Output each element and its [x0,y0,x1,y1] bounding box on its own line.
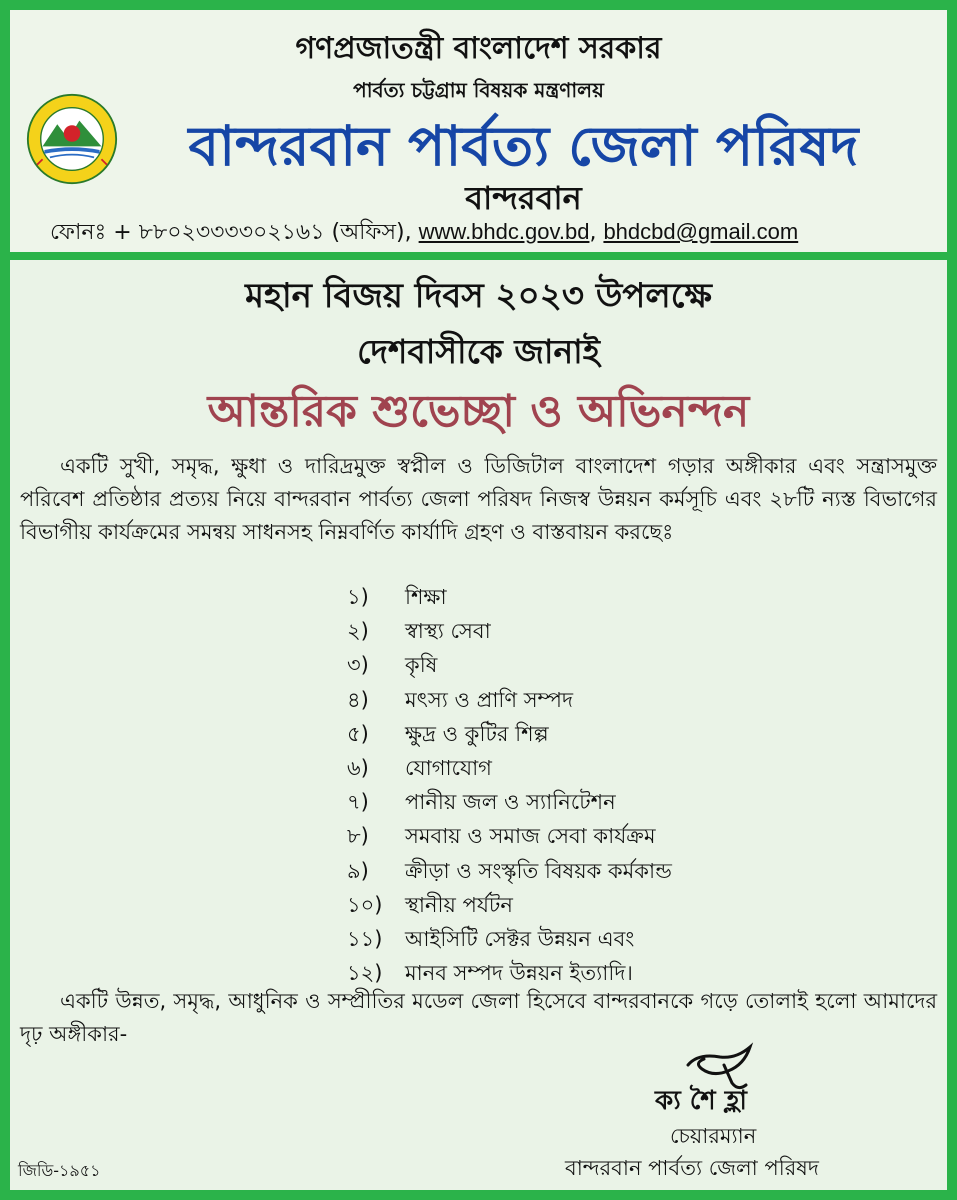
list-item [347,785,672,819]
list-number: ১০) [347,892,383,917]
list-item [347,683,672,717]
list-text: ক্রীড়া ও সংস্কৃতি বিষয়ক কর্মকান্ড [405,858,672,883]
list-text: কৃষি [405,653,438,678]
list-number: ১২) [347,961,383,986]
address-heading: দেশবাসীকে জানাই [357,332,600,371]
intro-paragraph: একটি সুখী, সমৃদ্ধ, ক্ষুধা ও দারিদ্রমুক্ত স্বপ্নীল ও ডিজিটাল বাংলাদেশ গড়ার অঙ্গীকার এবং সন্ত্রাসমুক্ত পরিবেশ প্রতিষ্ঠার প্রত্যয় নিয়ে বান্দরবান পার্বত্য জেলা পরিষদ নিজস্ব উন্নয়ন কর্মসূচি এবং ২৮টি ন্যস্ত বিভাগের বিভাগীয় কার্যক্রমের সমন্বয় সাধনসহ নিম্নবর্ণিত কার্যাদি গ্রহণ ও বাস্তবায়ন করছেঃ [20,454,937,544]
city-name: বান্দরবান [465,179,582,217]
list-text: মানব সম্পদ উন্নয়ন ইত্যাদি। [405,961,633,986]
list-item [347,648,672,682]
list-number: ২) [347,619,369,644]
list-item [347,888,672,922]
list-number: ৭) [347,790,369,815]
list-number: ৫) [347,721,369,746]
closing-paragraph: একটি উন্নত, সমৃদ্ধ, আধুনিক ও সম্প্রীতির মডেল জেলা হিসেবে বান্দরবানকে গড়ে তোলাই হলো আমাদের দৃঢ় অঙ্গীকার- [20,989,937,1046]
ministry-title: পার্বত্য চট্টগ্রাম বিষয়ক মন্ত্রণালয় [353,78,604,102]
occasion-heading: মহান বিজয় দিবস ২০২৩ উপলক্ষে [245,276,712,316]
website-link[interactable]: www.bhdc.gov.bd [418,219,590,244]
contact-separator: , [589,220,597,245]
list-item [347,751,672,785]
header-divider [10,252,947,260]
list-number: ৪) [347,687,369,712]
list-text: যোগাযোগ [405,755,492,780]
contact-line [10,215,950,252]
list-text: ক্ষুদ্র ও কুটির শিল্প [405,721,549,746]
letterhead [10,10,947,255]
signatory-name: ক্য শৈ হ্লা [655,1086,747,1116]
signatory-title: চেয়ারম্যান [670,1124,757,1148]
list-number: ৩) [347,653,369,678]
list-number: ৮) [347,824,369,849]
list-text: সমবায় ও সমাজ সেবা কার্যক্রম [405,824,656,849]
list-item [347,614,672,648]
signatory-organization: বান্দরবান পার্বত্য জেলা পরিষদ [565,1156,819,1180]
reference-number: জিডি-১৯৫১ [18,1161,101,1180]
greeting-heading: আন্তরিক শুভেচ্ছা ও অভিনন্দন [207,386,750,437]
list-number: ১) [347,585,369,609]
list-item [347,717,672,751]
list-text: শিক্ষা [405,585,447,609]
activity-list [347,580,672,990]
list-text: মৎস্য ও প্রাণি সম্পদ [405,687,574,712]
email-link[interactable]: bhdcbd@gmail.com [603,219,799,244]
list-item [347,922,672,956]
list-text: স্থানীয় পর্যটন [405,892,513,917]
list-text: স্বাস্থ্য সেবা [405,619,491,644]
organization-title: বান্দরবান পার্বত্য জেলা পরিষদ [188,114,859,178]
list-number: ১১) [347,926,383,951]
phone-number: ফোনঃ + ৮৮০২৩৩৩৩০২১৬১ (অফিস), [50,220,412,245]
list-item [347,580,672,614]
list-text: আইসিটি সেক্টর উন্নয়ন এবং [405,926,635,951]
list-number: ৬) [347,755,369,780]
notice-body [10,260,947,1190]
list-item [347,854,672,888]
list-text: পানীয় জল ও স্যানিটেশন [405,790,616,815]
government-title: গণপ্রজাতন্ত্রী বাংলাদেশ সরকার [295,31,662,66]
list-number: ৯) [347,858,369,883]
list-item [347,819,672,853]
